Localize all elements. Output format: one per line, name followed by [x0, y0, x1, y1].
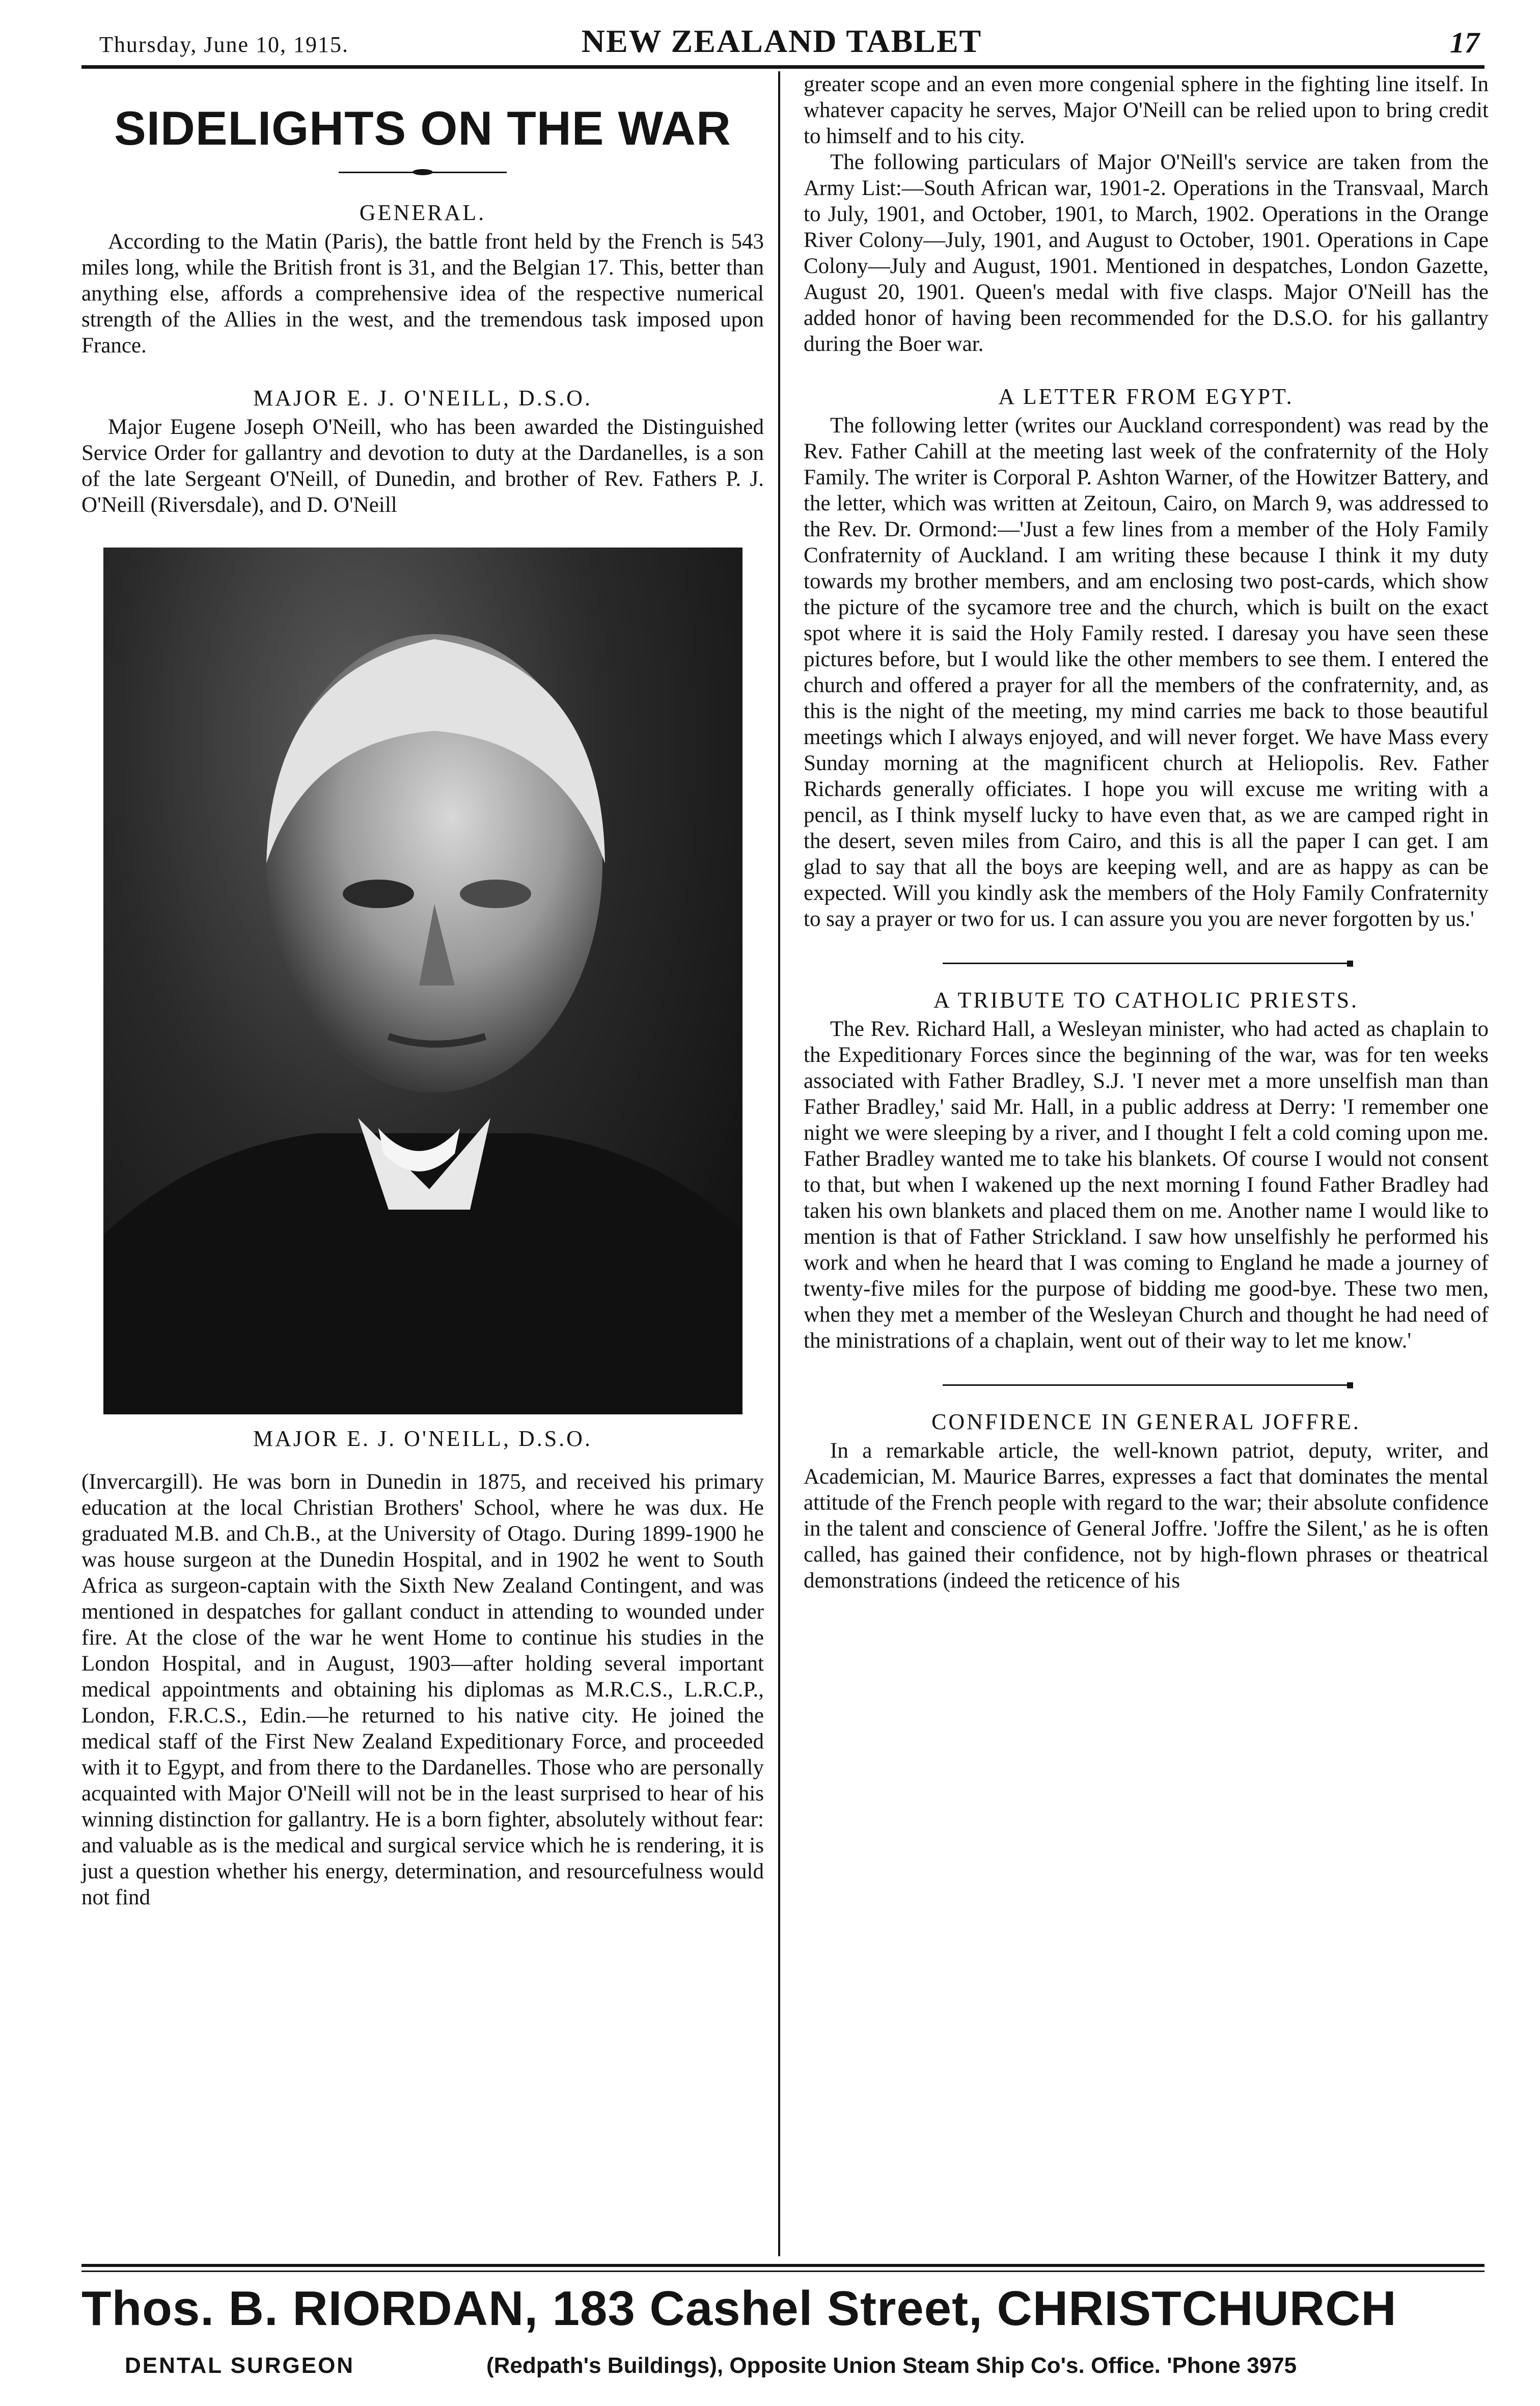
egypt-paragraph: The following letter (writes our Auckland correspondent) was read by the Rev. Father Cahill at the meeting last week of the confraternity of the Holy Family. The writer is Corporal P. Ashton Warner, of the Howitzer Battery, and the letter, which was written at Zeitoun, Cairo, on March 9, was addressed to the Rev. Dr. Ormond:—'Just a few lines from a member of the Holy Family Confraternity of Auckland. I am writing these because I think it my duty towards my brother members, and am enclosing two post-cards, which show the picture of the sycamore tree and the church, which is built on the exact spot where it is said the Holy Family rested. I daresay you have seen these pictures before, but I would like the other members to see them. I entered the church and offered a prayer for all the members of the confraternity, and, as this is the night of the meeting, my mind carries me back to those beautiful meetings which I always enjoyed, and will never forget. We have Mass every Sunday morning at the magnificent church at Heliopolis. Rev. Father Richards generally officiates. I hope you will excuse me writing with a pencil, as I think myself lucky to have even that, as we are camped right in the desert, seven miles from Cairo, and this is all the paper I can get. I am glad to say that all the boys are keeping well, and are as happy as can be expected. Will you kindly ask the members of the Holy Family Confraternity to say a prayer or two for us. I can assure you you are never forgotten by us.' — [804, 414, 1489, 931]
left-column — [81, 71, 764, 1910]
joffre-paragraph: In a remarkable article, the well-known patriot, deputy, writer, and Academician, M. Maurice Barres, expresses a fact that dominates the mental attitude of the French people with regard to the war; their absolute confidence in the talent and conscience of General Joffre. 'Joffre the Silent,' as he is often called, has gained their confidence, not by high-flown phrases or theatrical demonstrations (indeed the reticence of his — [804, 1439, 1489, 1593]
main-heading: SIDELIGHTS ON THE WAR — [114, 101, 731, 155]
column-divider — [778, 71, 780, 2256]
section-title-tribute: A TRIBUTE TO CATHOLIC PRIESTS. — [933, 988, 1359, 1013]
section-separator — [943, 1382, 1350, 1388]
oneill-paragraph-1: Major Eugene Joseph O'Neill, who has been awarded the Distinguished Service Order for gallantry and devotion to duty at the Dardanelles, is a son of the late Sergeant O'Neill, of Dunedin, and brother of Rev. Fathers P. J. O'Neill (Riversdale), and D. O'Neill — [81, 415, 764, 517]
oneill-continued-paragraph-2: The following particulars of Major O'Neill's service are taken from the Army List:—South African war, 1901-2. Operations in the Transvaal, March to July, 1901, and October, 1901, to March, 1902. Operations in the Orange River Colony—July, 1901, and August to October, 1901. Operations in Cape Colony—July and August, 1901. Mentioned in despatches, London Gazette, August 20, 1901. Queen's medal with five clasps. Major O'Neill has the added honor of having been recommended for the D.S.O. for his gallantry during the Boer war. — [804, 150, 1489, 356]
oneill-continued-paragraph-1: greater scope and an even more congenial sphere in the fighting line itself. In whatever capacity he serves, Major O'Neill can be relied upon to bring credit to himself and to his city. — [804, 72, 1489, 148]
right-column — [804, 71, 1489, 1594]
portrait-figure — [103, 548, 743, 1414]
advertisement-details: (Redpath's Buildings), Opposite Union Steam Ship Co's. Office. 'Phone 3975 — [486, 2353, 1297, 2378]
issue-date: Thursday, June 10, 1915. — [99, 32, 349, 57]
advertisement-headline: Thos. B. RIORDAN, 183 Cashel Street, CHRISTCHURCH — [81, 2281, 1397, 2336]
section-title-general: GENERAL. — [359, 200, 486, 225]
oneill-paragraph-2: (Invercargill). He was born in Dunedin in 1875, and received his primary education at the local Christian Brothers' School, where he was dux. He graduated M.B. and Ch.B., at the University of Otago. During 1899-1900 he was house surgeon at the Dunedin Hospital, and in 1902 he went to South Africa as surgeon-captain with the Sixth New Zealand Contingent, and was mentioned in despatches for gallant conduct in attending to wounded under fire. At the close of the war he went Home to continue his studies in the London Hospital, and in August, 1903—after holding several important medical appointments and obtaining his diplomas as M.R.C.S., L.R.C.P., London, F.R.C.S., Edin.—he returned to his native city. He joined the medical staff of the First New Zealand Expeditionary Force, and proceeded with it to Egypt, and from there to the Dardanelles. Those who are personally acquainted with Major O'Neill will not be in the least surprised to hear of his winning distinction for gallantry. He is a born fighter, absolutely without fear: and valuable as is the medical and surgical service which he is rendering, it is just a question whether his energy, determination, and resourcefulness would not find — [81, 1470, 764, 1909]
section-title-egypt: A LETTER FROM EGYPT. — [998, 384, 1294, 409]
heading-ornament — [339, 169, 507, 175]
newspaper-title: NEW ZEALAND TABLET — [581, 23, 982, 59]
footer-rule — [81, 2264, 1484, 2267]
general-paragraph: According to the Matin (Paris), the battle front held by the French is 543 miles long, while the British front is 31, and the Belgian 17. This, better than anything else, affords a comprehensive idea of the respective numerical strength of the Allies in the west, and the tremendous task imposed upon France. — [81, 230, 764, 358]
footer-rule-thin — [81, 2271, 1484, 2272]
header-rule — [81, 65, 1484, 69]
section-title-joffre: CONFIDENCE IN GENERAL JOFFRE. — [931, 1409, 1361, 1434]
section-title-oneill: MAJOR E. J. O'NEILL, D.S.O. — [253, 386, 592, 411]
section-separator — [943, 961, 1350, 967]
page-number: 17 — [1450, 26, 1479, 59]
advertisement-profession: DENTAL SURGEON — [125, 2353, 355, 2378]
tribute-paragraph: The Rev. Richard Hall, a Wesleyan minister, who had acted as chaplain to the Expeditionary Forces since the beginning of the war, was for ten weeks associated with Father Bradley, S.J. 'I never met a more unselfish man than Father Bradley,' said Mr. Hall, in a public address at Derry: 'I remember one night we were sleeping by a river, and I thought I felt a cold coming upon me. Father Bradley wanted me to take his blankets. Of course I would not consent to that, but when I wakened up the next morning I found Father Bradley had taken his own blankets and placed them on me. Another name I would like to mention is that of Father Strickland. I saw how unselfishly he performed his work and when he heard that I was coming to England he made a journey of twenty-five miles for the purpose of bidding me good-bye. These two men, when they met a member of the Wesleyan Church and thought he had need of the ministrations of a chaplain, went out of their way to let me know.' — [804, 1017, 1489, 1353]
portrait-photo — [103, 548, 743, 1414]
page-header — [79, 20, 1484, 66]
photo-caption: MAJOR E. J. O'NEILL, D.S.O. — [253, 1426, 592, 1451]
